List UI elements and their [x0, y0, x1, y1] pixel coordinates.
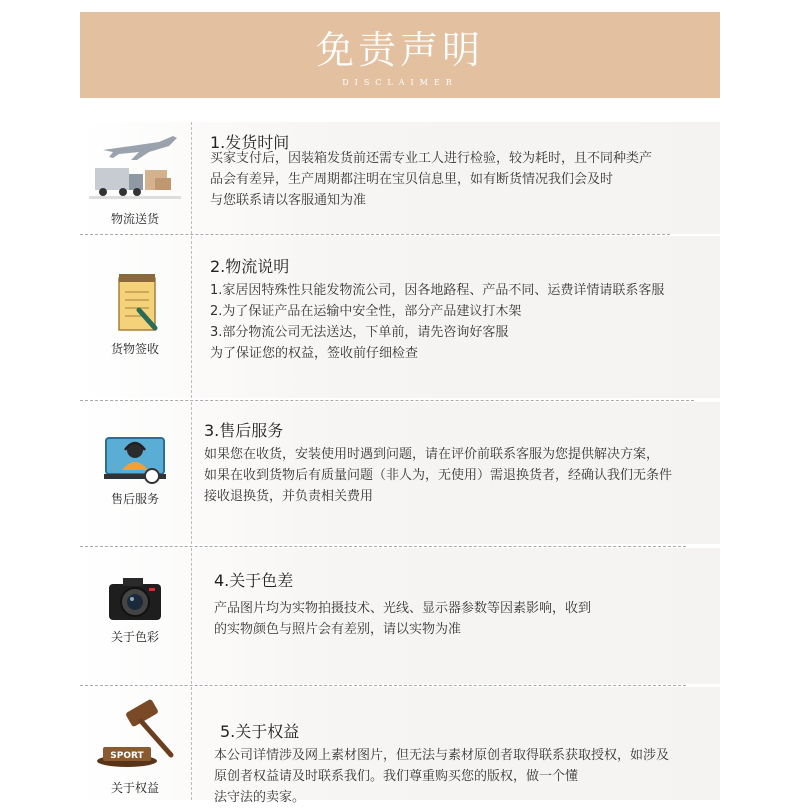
body-line: 如果在收到货物后有质量问题（非人为，无使用）需退换货者，经确认我们无条件	[204, 468, 673, 483]
body-line: 原创者权益请及时联系我们。我们尊重购买您的版权，做一个懂	[214, 769, 579, 784]
divider	[191, 122, 192, 234]
divider	[191, 548, 192, 684]
body-line: 如果您在收货，安装使用时遇到问题，请在评价前联系客服为您提供解决方案，	[204, 447, 660, 462]
body-line: 2.为了保证产品在运输中安全性，部分产品建议打木架	[210, 304, 522, 319]
section-shipping-time	[80, 122, 720, 234]
section-separator	[80, 546, 686, 547]
section-rights	[80, 687, 720, 805]
body-line: 为了保证您的权益，签收前仔细检查	[210, 346, 419, 361]
section-body	[204, 444, 672, 507]
body-line: 3.部分物流公司无法送达，下单前，请先咨询好客服	[210, 325, 509, 340]
divider	[191, 402, 192, 544]
section-icon-box	[80, 270, 190, 357]
section-after-sales	[80, 402, 720, 544]
disclaimer-banner	[80, 12, 720, 98]
customer-service-icon	[100, 428, 170, 486]
section-title: 2.物流说明	[210, 257, 290, 276]
plane-truck-icon	[89, 130, 181, 206]
body-line: 的实物颜色与照片会有差别，请以实物为准	[214, 622, 462, 637]
section-icon-box	[80, 130, 190, 227]
section-body	[210, 280, 664, 364]
section-logistics	[80, 236, 720, 398]
icon-label: 售后服务	[110, 492, 159, 506]
body-line: 产品图片均为实物拍摄技术、光线、显示器参数等因素影响，收到	[214, 601, 592, 616]
body-line: 法守法的卖家。	[214, 790, 306, 805]
section-title: 4.关于色差	[214, 571, 294, 590]
icon-label: 物流送货	[110, 212, 159, 226]
icon-label: 关于权益	[110, 781, 159, 795]
section-body	[214, 745, 669, 808]
divider	[191, 687, 192, 800]
gavel-icon	[87, 695, 183, 775]
section-separator	[80, 400, 694, 401]
section-icon-box	[80, 572, 190, 645]
divider	[191, 236, 192, 398]
icon-label: 关于色彩	[110, 630, 159, 644]
section-body	[210, 148, 652, 211]
notepad-icon	[105, 270, 165, 336]
body-line: 品会有差异，生产周期都注明在宝贝信息里，如有断货情况我们会及时	[210, 172, 614, 187]
section-body	[214, 598, 591, 640]
body-line: 与您联系请以客服通知为准	[210, 193, 367, 208]
gavel-badge-text: SPORT	[110, 751, 144, 761]
body-line: 1.家居因特殊性只能发物流公司，因各地路程、产品不同、运费详情请联系客服	[210, 283, 665, 298]
camera-icon	[105, 572, 165, 624]
banner-title: 免责声明	[315, 28, 484, 72]
section-title: 3.售后服务	[204, 421, 284, 440]
section-icon-box	[80, 695, 190, 796]
banner-subtitle: DISCLAIMER	[342, 78, 458, 87]
section-title: 5.关于权益	[220, 722, 300, 741]
section-separator	[80, 234, 670, 235]
section-icon-box	[80, 428, 190, 507]
section-separator	[80, 685, 686, 686]
body-line: 本公司详情涉及网上素材图片，但无法与素材原创者取得联系获取授权，如涉及	[214, 748, 670, 763]
section-title: 1.发货时间	[210, 133, 290, 152]
body-line: 接收退换货，并负责相关费用	[204, 489, 374, 504]
body-line: 买家支付后，因装箱发货前还需专业工人进行检验，较为耗时，且不同种类产	[210, 151, 653, 166]
section-color-difference	[80, 548, 720, 684]
icon-label: 货物签收	[110, 342, 159, 356]
